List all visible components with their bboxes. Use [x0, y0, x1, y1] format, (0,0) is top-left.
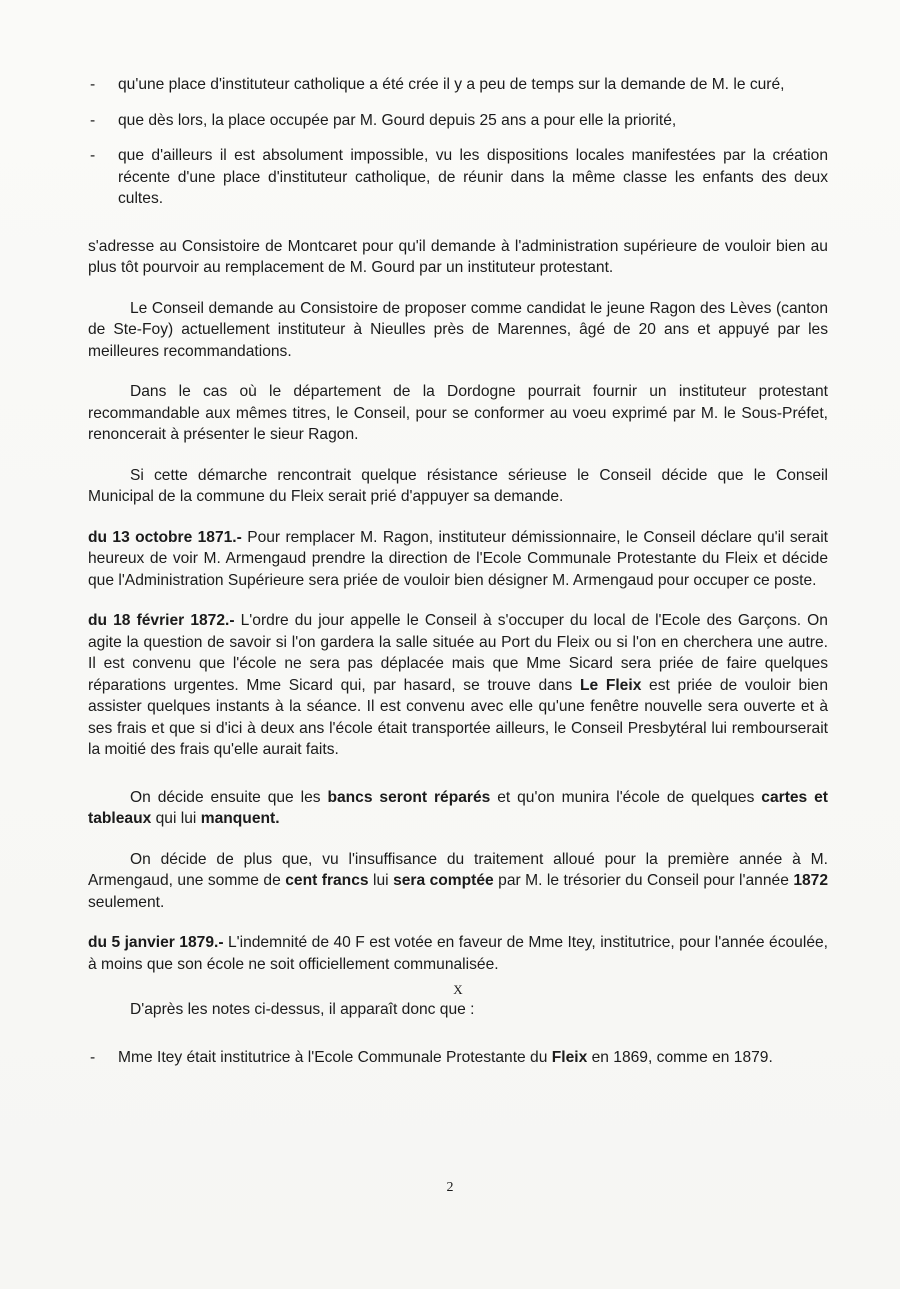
list-item: [88, 1047, 828, 1069]
entry-1872: [88, 610, 828, 761]
text-run: seulement.: [88, 893, 165, 911]
text-run: lui: [368, 872, 394, 889]
entry-date: du 13 octobre 1871.-: [88, 528, 242, 546]
bullet-text: que dès lors, la place occupée par M. Gourd depuis 25 ans a pour elle la priorité,: [118, 111, 677, 129]
bullet-dash: -: [90, 147, 96, 164]
entry-text: Pour remplacer M. Ragon, instituteur démissionnaire, le Conseil déclare qu'il serait heureux de voir M. Armengaud prendre la direction de l'Ecole Communale Protestante du Fleix et décide que l'Administration Supérieure sera priée de vouloir bien désigner M. Armengaud pour occuper ce poste.: [88, 528, 829, 589]
entry-1879: [88, 932, 828, 975]
bold-run: cent francs: [285, 872, 369, 889]
place-name: Le Fleix: [579, 676, 642, 694]
text-run: en 1869, comme en 1879.: [587, 1048, 773, 1066]
list-item: [88, 145, 828, 210]
bold-run: manquent.: [200, 810, 280, 827]
bullet-text: que d'ailleurs il est absolument impossible, vu les dispositions locales manifestées par la création récente d'une place d'instituteur catholique, de réunir dans la même classe les enfants des deux cultes.: [118, 147, 828, 207]
bold-run: cartes et tableaux: [88, 788, 828, 827]
text-run: On décide ensuite que les: [130, 788, 328, 806]
entry-text: L'ordre du jour appelle le Conseil à s'occuper du local de l'Ecole des Garçons. On agite la question de savoir si l'on gardera la salle située au Port du Fleix ou si l'on en cherchera une autre. Il est convenu que l'école ne sera pas déplacée mais que Mme Sicard sera priée de faire quelques réparations urgentes. Mme Sicard qui, par hasard, se trouve dans: [88, 612, 828, 694]
bold-run: sera comptée: [393, 872, 494, 889]
bullet-text: qu'une place d'instituteur catholique a été crée il y a peu de temps sur la demande de M. le curé,: [118, 76, 785, 93]
list-item: [88, 110, 828, 132]
paragraph-candidat: Le Conseil demande au Consistoire de proposer comme candidat le jeune Ragon des Lèves (canton de Ste-Foy) actuellement instituteur à Nieulles près de Marennes, âgé de 20 ans et appuyé par les meilleures recommandations.: [88, 299, 828, 360]
text-run: On décide de plus que, vu l'insuffisance du traitement alloué pour la première année à M. Armengaud, une somme de: [88, 850, 828, 889]
text-run: et qu'on munira l'école de quelques: [490, 788, 762, 806]
bullet-dash: -: [90, 111, 96, 129]
text-run: qui lui: [151, 810, 201, 827]
bullet-dash: -: [90, 1048, 96, 1066]
bullet-text: [118, 1047, 828, 1069]
text-run: Mme Itey était institutrice à l'Ecole Communale Protestante du: [118, 1048, 552, 1066]
paragraph-dordogne: Dans le cas où le département de la Dordogne pourrait fournir un instituteur protestant recommandable aux mêmes titres, le Conseil, pour se conformer au voeu exprimé par M. le Sous-Préfet, renoncerait à présenter le sieur Ragon.: [88, 383, 828, 443]
paragraph-consistoire: s'adresse au Consistoire de Montcaret pour qu'il demande à l'administration supérieure de vouloir bien au plus tôt pourvoir au remplacement de M. Gourd par un instituteur protestant.: [88, 237, 828, 276]
bold-run: 1872: [793, 872, 829, 889]
list-item: [88, 74, 828, 96]
text-run: par M. le trésorier du Conseil pour l'année: [493, 872, 794, 889]
bullet-dash: -: [90, 76, 96, 93]
bold-run: bancs seront réparés: [327, 788, 491, 806]
page-number: 2: [446, 1180, 454, 1195]
entry-1871: [88, 527, 828, 592]
entry-text: L'indemnité de 40 F est votée en faveur de Mme Itey, institutrice, pour l'année écoulée, à moins que son école ne soit officiellement communalisée.: [88, 934, 828, 973]
paragraph-bancs: [88, 787, 828, 830]
paragraph-resistance: Si cette démarche rencontrait quelque résistance sérieuse le Conseil décide que le Conseil Municipal de la commune du Fleix serait prié d'appuyer sa demande.: [88, 466, 828, 505]
conclusion-intro: D'après les notes ci-dessus, il apparaît donc que :: [130, 1001, 475, 1018]
section-separator: X: [453, 982, 463, 997]
paragraph-traitement: [88, 849, 828, 914]
entry-date: du 5 janvier 1879.-: [88, 934, 224, 951]
document-body: [88, 74, 828, 1082]
entry-text: est priée de vouloir bien assister quelques instants à la séance. Il est convenu avec elle qu'une fenêtre nouvelle sera ouverte et à ses frais et que si d'ici à deux ans l'école était transportée ailleurs, le Conseil Presbytéral lui rembourserait la moitié des frais qu'elle aurait faits.: [88, 676, 828, 758]
entry-date: du 18 février 1872.-: [88, 612, 235, 629]
bold-run: Fleix: [551, 1048, 588, 1066]
